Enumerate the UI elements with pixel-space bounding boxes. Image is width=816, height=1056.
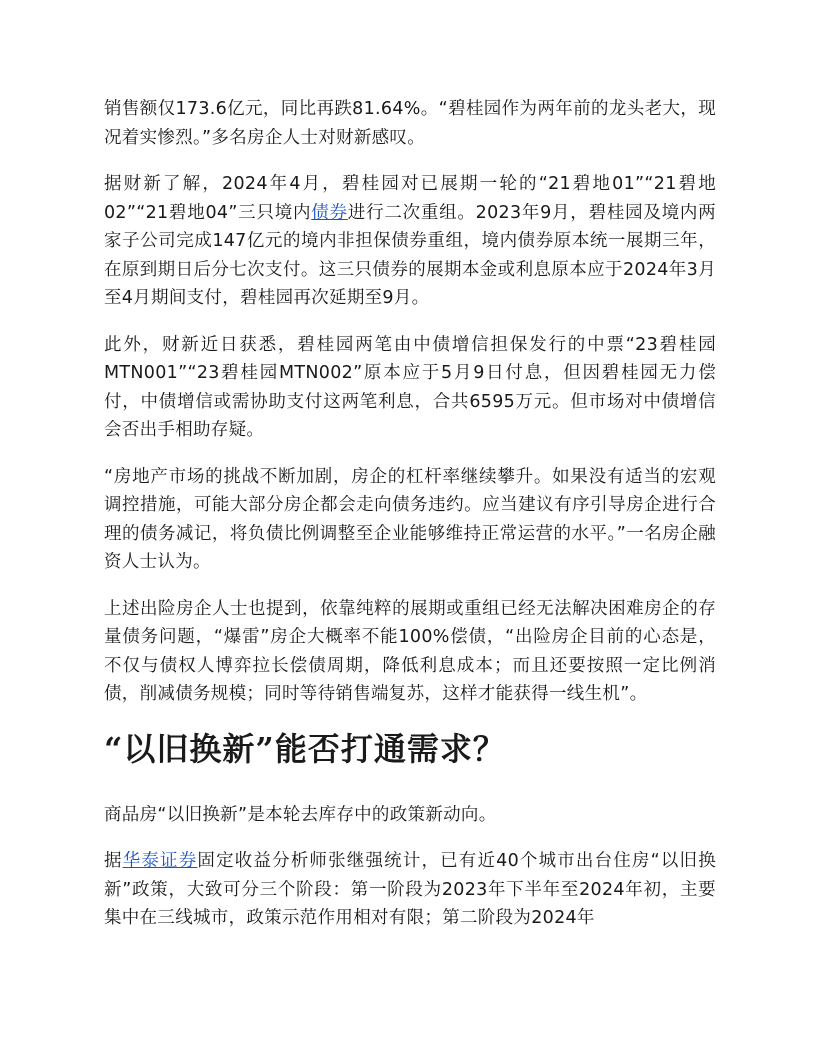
paragraph-sales-decline: 销售额仅173.6亿元，同比再跌81.64%。“碧桂园作为两年前的龙头老大，现况着实惨烈。”多名房企人士对财新感叹。 <box>104 99 716 148</box>
paragraph-mtn-interest: 此外，财新近日获悉，碧桂园两笔由中债增信担保发行的中票“23碧桂园MTN001”“23碧桂园MTN002”原本应于5月9日付息，但因碧桂园无力偿付，中债增信或需协助支付这两笔利息，合共6595万元。但市场对中债增信会否出手相助存疑。 <box>104 334 716 440</box>
article-body <box>104 95 716 951</box>
paragraph-text: 进行二次重组。2023年9月，碧桂园及境内两家子公司完成147亿元的境内非担保债券重组，境内债券原本统一展期三年，在原到期日后分七次支付。这三只债券的展期本金或利息原本应于2024年3月至4月期间支付，碧桂园再次延期至9月。 <box>104 202 716 308</box>
paragraph-trade-in-policy: 商品房“以旧换新”是本轮去库存中的政策新动向。 <box>104 804 497 825</box>
paragraph-text: 据财新了解，2024年4月，碧桂园对已展期一轮的“21碧地01”“21碧地02”“21碧地04”三只境内 <box>104 174 716 223</box>
paragraph-bond-restructuring <box>104 170 716 313</box>
paragraph-text: 固定收益分析师张继强统计，已有近40个城市出台住房“以旧换新”政策，大致可分三个阶段：第一阶段为2023年下半年至2024年初，主要集中在三线城市，政策示范作用相对有限；第二阶段为2024年 <box>104 851 716 928</box>
paragraph-debt-extension: 上述出险房企人士也提到，依靠纯粹的展期或重组已经无法解决困难房企的存量债务问题，“爆雷”房企大概率不能100%偿债，“出险房企目前的心态是，不仅与债权人博弈拉长偿债周期，降低利息成本；而且还要按照一定比例消债，削减债务规模；同时等待销售端复苏，这样才能获得一线生机”。 <box>104 598 716 704</box>
paragraph-huatai-statistics <box>104 847 716 933</box>
paragraph-text: 据 <box>104 851 123 871</box>
huatai-securities-link[interactable]: 华泰证券 <box>122 851 198 871</box>
paragraph-leverage-quote: “房地产市场的挑战不断加剧，房企的杠杆率继续攀升。如果没有适当的宏观调控措施，可能大部分房企都会走向债务违约。应当建议有序引导房企进行合理的债务减记，将负债比例调整至企业能够维持正常运营的水平。”一名房企融资人士认为。 <box>104 466 716 572</box>
bond-link[interactable]: 债券 <box>311 202 348 223</box>
section-heading: “以旧换新”能否打通需求？ <box>104 729 506 768</box>
